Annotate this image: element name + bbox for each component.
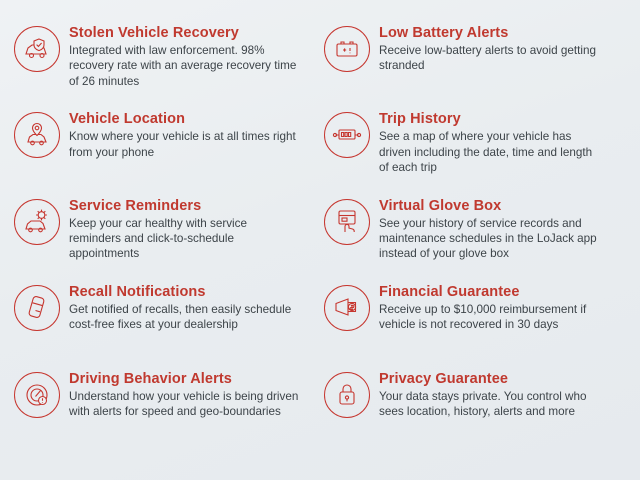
feature-text (69, 110, 301, 160)
driving-behavior-alerts-icon (14, 372, 60, 418)
trip-history-icon (324, 112, 370, 158)
recall-notifications-icon (14, 285, 60, 331)
feature-title: Trip History (379, 111, 461, 128)
financial-guarantee-icon (324, 285, 370, 331)
feature-low-battery-alerts (324, 24, 634, 110)
feature-virtual-glove-box (324, 197, 634, 283)
privacy-guarantee-icon (324, 372, 370, 418)
feature-title: Financial Guarantee (379, 284, 520, 301)
virtual-glove-box-icon (324, 199, 370, 245)
feature-description: Get notified of recalls, then easily schedule cost-free fixes at your dealership (69, 303, 292, 332)
feature-description: See a map of where your vehicle has driven including the date, time and length of each trip (379, 130, 593, 174)
feature-description: See your history of service records and maintenance schedules in the LoJack app instead of your glove box (379, 216, 597, 261)
stolen-vehicle-recovery-icon (14, 26, 60, 72)
feature-title: Low Battery Alerts (379, 25, 509, 41)
feature-text (69, 370, 301, 420)
feature-service-reminders (14, 197, 314, 283)
feature-description: Receive low-battery alerts to avoid getting stranded (379, 44, 596, 73)
feature-financial-guarantee (324, 283, 634, 369)
feature-vehicle-location (14, 110, 314, 196)
feature-recall-notifications (14, 283, 314, 369)
feature-text (69, 283, 301, 333)
feature-title: Vehicle Location (69, 111, 186, 128)
feature-text (379, 197, 605, 262)
feature-text (379, 370, 605, 420)
feature-description: Receive up to $10,000 reimbursement if vehicle is not recovered in 30 days (379, 303, 587, 332)
feature-title: Virtual Glove Box (379, 197, 502, 214)
feature-title: Recall Notifications (69, 284, 206, 301)
feature-description: Your data stays private. You control who sees location, history, alerts and more (379, 389, 587, 418)
feature-title: Driving Behavior Alerts (69, 370, 232, 387)
feature-grid (0, 24, 640, 456)
feature-stolen-vehicle-recovery (14, 24, 314, 110)
feature-trip-history (324, 110, 634, 196)
feature-description: Integrated with law enforcement. 98% recovery rate with an average recovery time of 26 minutes (69, 44, 297, 88)
feature-title: Stolen Vehicle Recovery (69, 25, 239, 41)
feature-text (379, 110, 605, 175)
feature-driving-behavior-alerts (14, 370, 314, 456)
feature-text (69, 24, 301, 89)
low-battery-alerts-icon (324, 26, 370, 72)
feature-text (379, 24, 605, 74)
feature-title: Privacy Guarantee (379, 370, 509, 387)
vehicle-location-icon (14, 112, 60, 158)
feature-description: Keep your car healthy with service reminders and click-to-schedule appointments (69, 216, 247, 261)
feature-text (69, 197, 301, 262)
service-reminders-icon (14, 199, 60, 245)
feature-title: Service Reminders (69, 197, 202, 214)
feature-privacy-guarantee (324, 370, 634, 456)
feature-description: Know where your vehicle is at all times right from your phone (69, 130, 296, 159)
feature-text (379, 283, 605, 333)
feature-description: Understand how your vehicle is being driven with alerts for speed and geo-boundaries (69, 389, 299, 418)
